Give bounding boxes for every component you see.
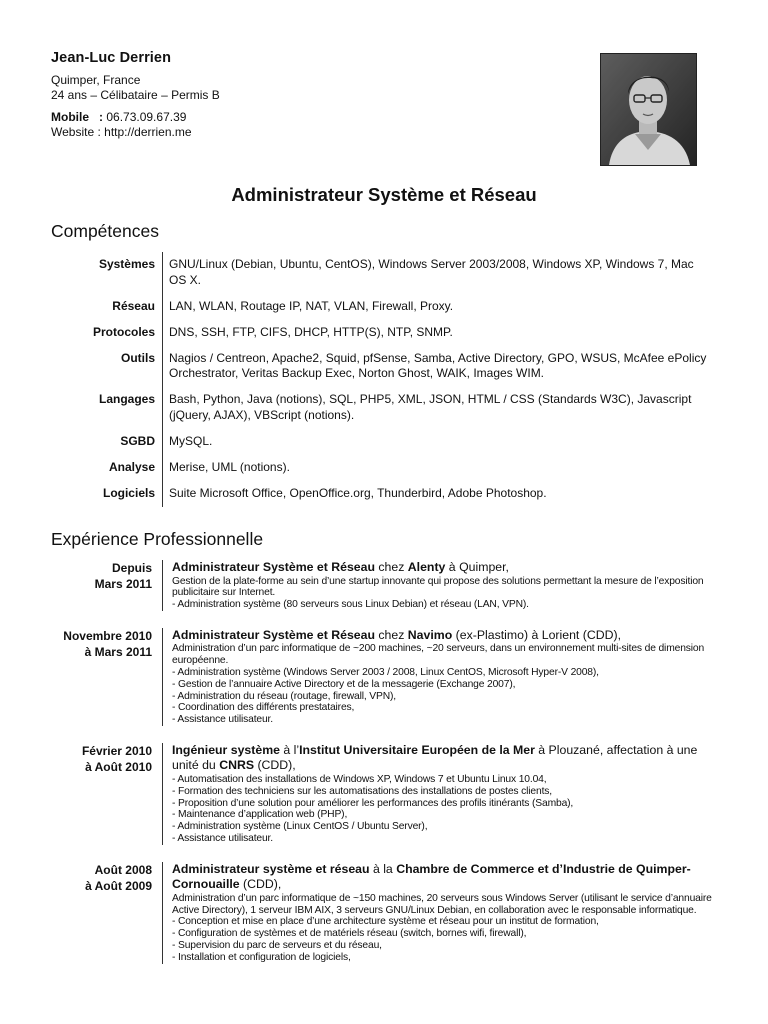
job-title	[172, 628, 719, 644]
skill-value: Merise, UML (notions).	[162, 455, 711, 481]
skill-value: Bash, Python, Java (notions), SQL, PHP5, XML, JSON, HTML / CSS (Standards W3C), Javascript (jQuery, AJAX), VBScript (notions).	[162, 387, 711, 429]
job-body	[162, 560, 719, 611]
skill-value: MySQL.	[162, 429, 711, 455]
job-title-text: (CDD),	[254, 758, 296, 773]
skill-label: Protocoles	[92, 324, 155, 339]
job-title-strong: Navimo	[407, 627, 453, 642]
skill-label: Réseau	[112, 298, 155, 313]
job-title-strong: CNRS	[219, 758, 255, 773]
job-date-line: Août 2008	[94, 862, 152, 877]
skill-label: Systèmes	[98, 257, 155, 271]
job-title-strong: Administrateur Système et Réseau	[172, 560, 375, 574]
job-date-line: à Août 2009	[85, 878, 152, 893]
website-line	[51, 125, 531, 140]
skill-row	[51, 346, 711, 388]
skill-value: Suite Microsoft Office, OpenOffice.org, Thunderbird, Adobe Photoshop.	[162, 481, 711, 507]
job-title-text: à l’	[279, 742, 300, 757]
skill-label: Langages	[98, 392, 155, 406]
skill-row	[51, 294, 711, 320]
job-bullet: - Administration du réseau (routage, firewall, VPN),	[172, 690, 396, 702]
skill-row	[51, 455, 711, 481]
skill-row	[51, 252, 711, 294]
job-bullet: - Installation et configuration de logiciels,	[172, 951, 351, 963]
website-link[interactable]: http://derrien.me	[104, 125, 192, 139]
job-description: Gestion de la plate-forme au sein d’une startup innovante qui propose des solutions permettant la mesure de l’exposition publicitaire sur Internet.	[172, 575, 704, 599]
job-date-line: à Août 2010	[85, 759, 152, 774]
job-title	[172, 560, 719, 576]
job-bullet: - Gestion de l’annuaire Active Directory et de la messagerie (Exchange 2007),	[172, 678, 516, 690]
job-date-line: Depuis	[111, 561, 152, 575]
job-entry	[51, 560, 719, 611]
job-entry	[51, 862, 719, 964]
job-date	[51, 560, 162, 611]
job-description: Administration d’un parc informatique de ~150 machines, 20 serveurs sous Windows Server (utilisant le service d’annuaire Active Directory), 1 serveur IBM AIX, 3 serveurs GNU/Linux Debian, en collaboration avec le responsable informatique.	[172, 892, 712, 916]
job-body	[162, 743, 719, 845]
job-bullet: - Formation des techniciens sur les automatisations des installations de postes clients,	[172, 785, 552, 797]
mobile-number: 06.73.09.67.39	[106, 110, 187, 124]
portrait-image	[601, 54, 696, 165]
job-bullet: - Administration système (Linux CentOS / Ubuntu Server),	[172, 821, 428, 833]
job-bullet: - Assistance utilisateur.	[172, 714, 273, 726]
job-description: Administration d’un parc informatique de ~200 machines, ~20 serveurs, dans un environnement multi-sites de dimension européenne.	[172, 643, 705, 667]
job-bullet: - Administration système (80 serveurs sous Linux Debian) et réseau (LAN, VPN).	[172, 599, 529, 611]
job-date-line: à Mars 2011	[84, 644, 152, 659]
job-title-text: chez	[374, 627, 408, 642]
skills-table	[51, 252, 711, 507]
job-date-line: Novembre 2010	[63, 628, 152, 643]
job-title-strong: Administrateur Système et Réseau	[172, 627, 375, 642]
job-title-strong: Chambre de Commerce et d’Industrie de Quimper-Cornouaille	[172, 861, 691, 892]
website-label: Website :	[51, 125, 101, 139]
job-date	[51, 743, 162, 845]
job-date	[51, 628, 162, 726]
job-bullet: - Automatisation des installations de Windows XP, Windows 7 et Ubuntu Linux 10.04,	[172, 773, 547, 785]
job-title-text: (ex-Plastimo) à Lorient (CDD),	[452, 627, 621, 642]
skill-label: Outils	[120, 350, 155, 365]
location: Quimper, France	[51, 73, 141, 87]
skill-value: Nagios / Centreon, Apache2, Squid, pfSense, Samba, Active Directory, GPO, WSUS, McAfee ePolicy Orchestrator, Veritas Backup Exec, Norton Ghost, WAIK, Images WIM.	[162, 346, 711, 388]
section-heading-experience: Expérience Professionnelle	[51, 529, 264, 549]
job-title	[172, 862, 719, 893]
cv-title: Administrateur Système et Réseau	[231, 184, 537, 205]
job-bullet: - Supervision du parc de serveurs et du réseau,	[172, 939, 382, 951]
job-title-strong: Institut Universitaire Européen de la Mer	[299, 742, 535, 757]
job-date	[51, 862, 162, 964]
job-entry	[51, 743, 719, 845]
job-bullet: - Maintenance d’application web (PHP),	[172, 809, 348, 821]
skill-value: GNU/Linux (Debian, Ubuntu, CentOS), Windows Server 2003/2008, Windows XP, Windows 7, Mac OS X.	[162, 252, 711, 294]
job-title-text: (CDD),	[239, 877, 282, 892]
job-title-text: chez	[374, 560, 408, 574]
section-heading-competences: Compétences	[51, 221, 159, 241]
profile-photo	[600, 53, 697, 166]
skill-label: Analyse	[108, 459, 155, 474]
skill-row	[51, 429, 711, 455]
job-date-line: Mars 2011	[94, 577, 152, 591]
job-bullet: - Assistance utilisateur.	[172, 832, 273, 844]
job-bullet: - Configuration de systèmes et de matériels réseau (switch, bornes wifi, firewall),	[172, 928, 527, 940]
job-title-text: à Plouzané, affectation à une unité du	[172, 742, 698, 773]
skill-label: SGBD	[120, 433, 155, 448]
skill-value: LAN, WLAN, Routage IP, NAT, VLAN, Firewall, Proxy.	[162, 294, 711, 320]
skill-row	[51, 320, 711, 346]
job-entry	[51, 628, 719, 726]
job-title-strong: Administrateur système et réseau	[172, 861, 370, 876]
job-bullet: - Proposition d’une solution pour améliorer les performances des profils itinérants (Samba),	[172, 797, 574, 809]
job-body	[162, 862, 719, 964]
job-title-text: à Quimper,	[445, 560, 509, 574]
job-date-line: Février 2010	[81, 743, 152, 758]
job-body	[162, 628, 719, 726]
skill-label: Logiciels	[102, 485, 155, 500]
skill-row	[51, 387, 711, 429]
personal-details: 24 ans – Célibataire – Permis B	[51, 88, 220, 102]
experience-list	[51, 560, 719, 981]
mobile-line	[51, 110, 531, 125]
job-bullet: - Conception et mise en place d’une architecture système et réseau pour un institut de formation,	[172, 916, 599, 928]
job-title-strong: Alenty	[407, 560, 446, 574]
job-title	[172, 743, 719, 774]
person-name: Jean-Luc Derrien	[51, 50, 172, 66]
mobile-label: Mobile :	[51, 110, 103, 124]
job-title-text: à la	[369, 861, 397, 876]
cv-header	[51, 50, 531, 140]
job-bullet: - Administration système (Windows Server 2003 / 2008, Linux CentOS, Microsoft Hyper-V 2008),	[172, 666, 599, 678]
job-title-strong: Ingénieur système	[172, 742, 280, 757]
skill-value: DNS, SSH, FTP, CIFS, DHCP, HTTP(S), NTP, SNMP.	[162, 320, 711, 346]
job-bullet: - Coordination des différents prestataires,	[172, 702, 355, 714]
skill-row	[51, 481, 711, 507]
